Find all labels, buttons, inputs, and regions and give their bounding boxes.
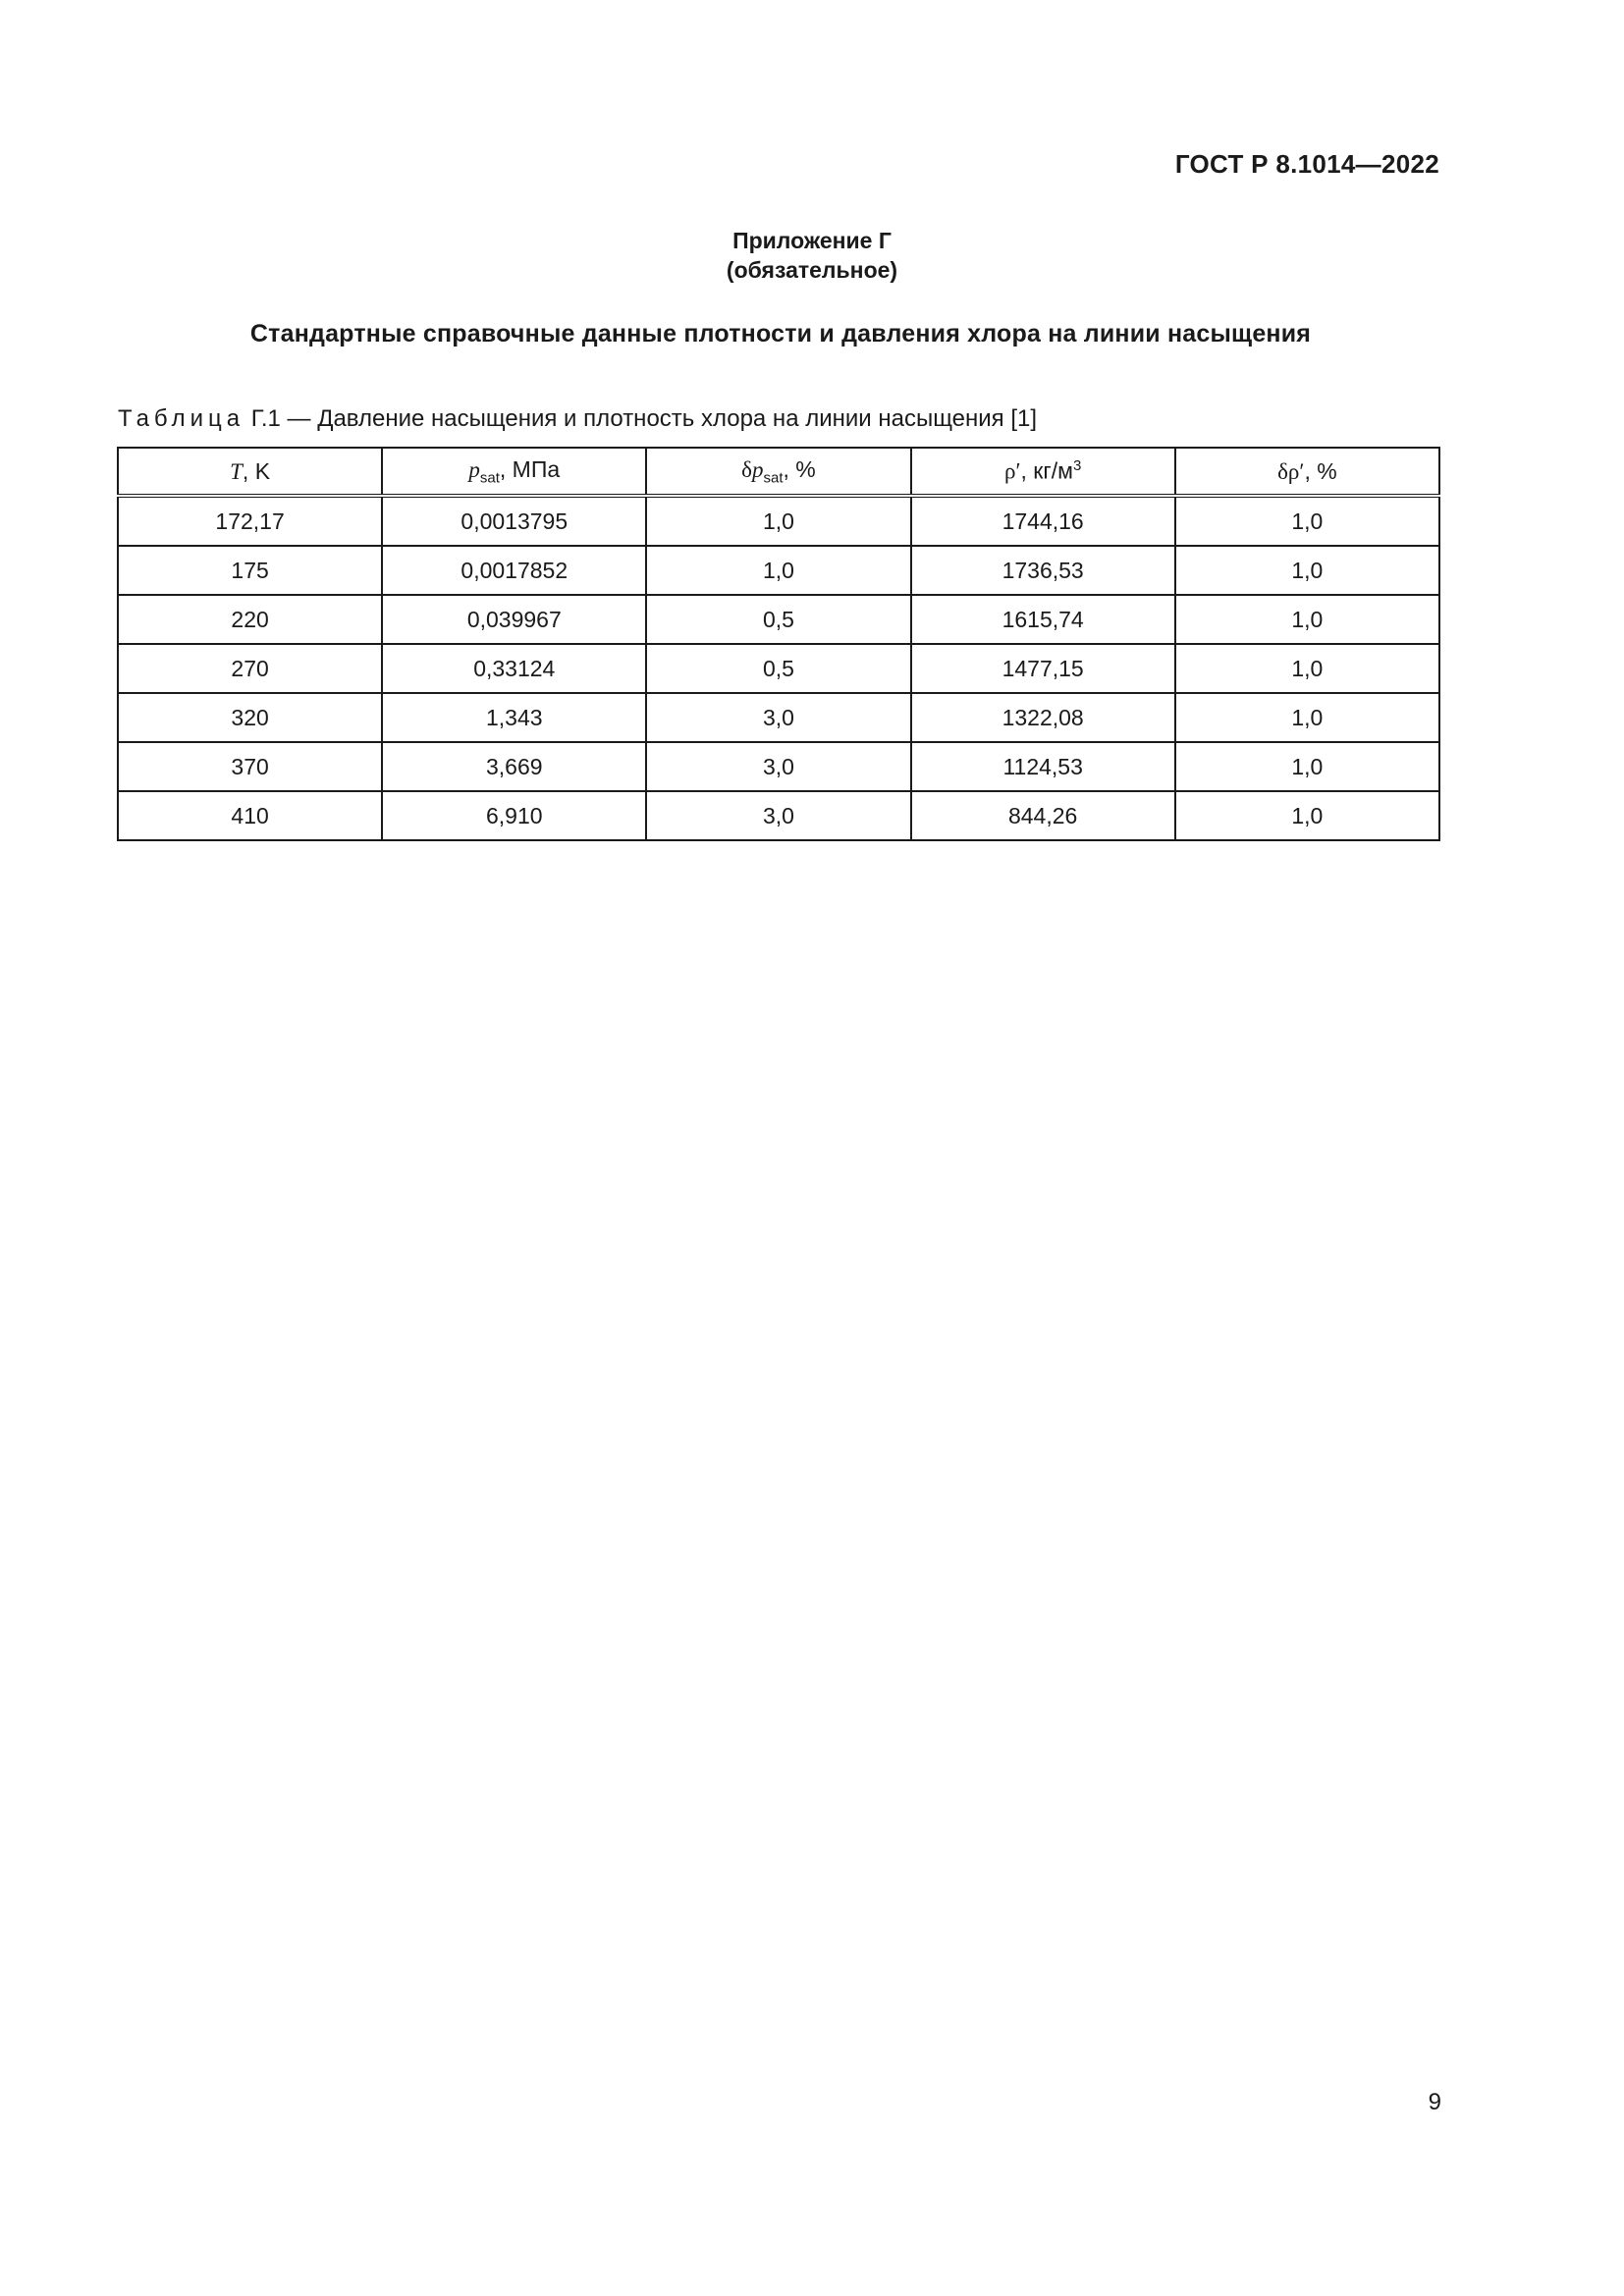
table-row: [118, 693, 1439, 742]
header-density: ρ′, $кг/м^3$: [911, 448, 1175, 496]
cell-pressure-uncertainty: 3,0: [646, 791, 910, 840]
cell-temperature: 172,17: [118, 496, 382, 546]
cell-pressure: 0,039967: [382, 595, 646, 644]
cell-density-uncertainty: 1,0: [1175, 595, 1439, 644]
cell-pressure-uncertainty: 3,0: [646, 693, 910, 742]
cell-density-uncertainty: 1,0: [1175, 546, 1439, 595]
cell-pressure-uncertainty: 1,0: [646, 496, 910, 546]
table-row: [118, 546, 1439, 595]
table-row: [118, 742, 1439, 791]
cell-pressure-uncertainty: 0,5: [646, 644, 910, 693]
cell-density-uncertainty: 1,0: [1175, 693, 1439, 742]
table-row: [118, 496, 1439, 546]
cell-density-uncertainty: 1,0: [1175, 791, 1439, 840]
table-caption-text: Г.1 — Давление насыщения и плотность хлора на линии насыщения [1]: [250, 405, 1038, 432]
cell-temperature: 220: [118, 595, 382, 644]
cell-pressure: 3,669: [382, 742, 646, 791]
appendix-status: (обязательное): [726, 257, 898, 283]
cell-pressure: 6,910: [382, 791, 646, 840]
table-caption: [118, 405, 1037, 433]
table-row: [118, 791, 1439, 840]
cell-temperature: 320: [118, 693, 382, 742]
cell-pressure: 0,33124: [382, 644, 646, 693]
standard-code: ГОСТ Р 8.1014—2022: [1174, 149, 1439, 179]
cell-density-uncertainty: 1,0: [1175, 496, 1439, 546]
cell-pressure: 0,0013795: [382, 496, 646, 546]
data-table: [117, 447, 1440, 841]
page-number: 9: [1428, 2089, 1441, 2115]
header-temperature: T, K: [118, 448, 382, 496]
cell-density: 1124,53: [911, 742, 1175, 791]
cell-density: 844,26: [911, 791, 1175, 840]
cell-density-uncertainty: 1,0: [1175, 644, 1439, 693]
cell-temperature: 175: [118, 546, 382, 595]
table-row: [118, 644, 1439, 693]
cell-pressure-uncertainty: 1,0: [646, 546, 910, 595]
cell-density: 1322,08: [911, 693, 1175, 742]
cell-density-uncertainty: 1,0: [1175, 742, 1439, 791]
cell-density: 1744,16: [911, 496, 1175, 546]
cell-pressure: 0,0017852: [382, 546, 646, 595]
cell-density: 1615,74: [911, 595, 1175, 644]
cell-pressure-uncertainty: 3,0: [646, 742, 910, 791]
section-title: Стандартные справочные данные плотности и давления хлора на линии насыщения: [249, 320, 1312, 347]
table-caption-prefix: Таблица: [118, 405, 245, 432]
table-row: [118, 595, 1439, 644]
header-density-uncertainty: δρ′, %: [1175, 448, 1439, 496]
cell-density: 1477,15: [911, 644, 1175, 693]
cell-temperature: 270: [118, 644, 382, 693]
cell-pressure: 1,343: [382, 693, 646, 742]
cell-temperature: 410: [118, 791, 382, 840]
cell-density: 1736,53: [911, 546, 1175, 595]
cell-pressure-uncertainty: 0,5: [646, 595, 910, 644]
header-pressure: $p_{sat}$, МПа: [382, 448, 646, 496]
header-pressure-uncertainty: $\delta p_{sat}$, %: [646, 448, 910, 496]
table-header-row: [118, 448, 1439, 496]
appendix-title: Приложение Г: [732, 228, 892, 253]
cell-temperature: 370: [118, 742, 382, 791]
